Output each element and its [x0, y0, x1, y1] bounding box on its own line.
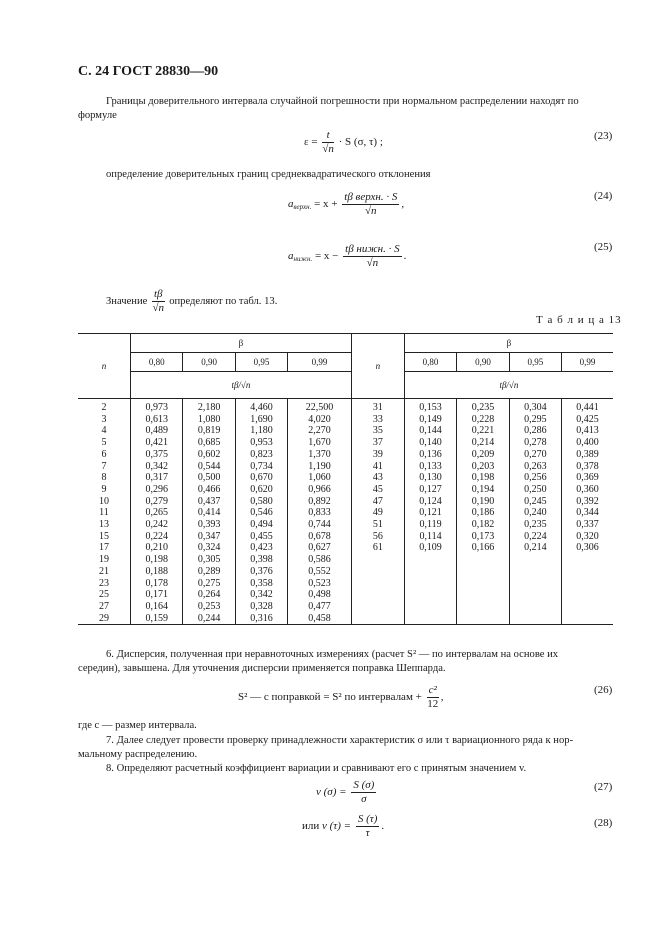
table-cell: 0,953: [235, 437, 287, 449]
table-cell: 0,320: [562, 531, 613, 543]
table-cell: 0,358: [235, 578, 287, 590]
table-cell: [562, 554, 613, 566]
table-row: [78, 589, 613, 601]
table-row: [78, 542, 613, 554]
fraction-numerator: tβ нижн. · S: [345, 243, 400, 255]
table-cell: 47: [351, 496, 404, 508]
table-cell: [562, 601, 613, 613]
column-header-beta: β: [404, 334, 613, 353]
table-cell: 22,500: [288, 399, 352, 414]
beta-value: 0,90: [183, 353, 235, 372]
table-cell: 6: [78, 449, 131, 461]
table-cell: 1,190: [288, 461, 352, 473]
eq-lhs: a: [288, 250, 294, 263]
table-cell: 23: [78, 578, 131, 590]
table-row: [78, 566, 613, 578]
table-cell: [562, 613, 613, 625]
table-cell: 0,392: [562, 496, 613, 508]
table-cell: 0,242: [131, 519, 183, 531]
table-cell: 0,210: [131, 542, 183, 554]
equation-24: [288, 191, 404, 218]
fraction-numerator: tβ: [153, 288, 163, 300]
table-cell: 0,127: [404, 484, 456, 496]
table-cell: 0,360: [562, 484, 613, 496]
table-cell: [404, 601, 456, 613]
equation-27: [316, 779, 378, 806]
fraction-numerator: S (σ): [353, 779, 375, 791]
table-cell: 1,690: [235, 414, 287, 426]
table-cell: 0,153: [404, 399, 456, 414]
equation-number: (23): [594, 130, 613, 142]
table-cell: 3: [78, 414, 131, 426]
table-cell: [509, 566, 561, 578]
table-cell: 0,342: [131, 461, 183, 473]
table-cell: 0,265: [131, 507, 183, 519]
table-cell: 0,253: [183, 601, 235, 613]
table-cell: 10: [78, 496, 131, 508]
table-cell: [562, 589, 613, 601]
beta-value: 0,90: [457, 353, 509, 372]
table-cell: 0,109: [404, 542, 456, 554]
fraction: [342, 191, 399, 218]
table-cell: 0,414: [183, 507, 235, 519]
table-cell: [457, 554, 509, 566]
table-cell: [351, 613, 404, 625]
column-header-beta: β: [131, 334, 352, 353]
paragraph-line: определение доверительных границ среднеквадратического отклонения: [106, 169, 431, 180]
table-cell: 43: [351, 472, 404, 484]
eq-left: S² — с поправкой = S² по интервалам +: [238, 691, 422, 704]
fraction: [152, 288, 165, 315]
table-row: [78, 613, 613, 625]
table-cell: 0,133: [404, 461, 456, 473]
table-cell: 0,328: [235, 601, 287, 613]
table-cell: [457, 613, 509, 625]
table-cell: 17: [78, 542, 131, 554]
eq-subscript: верхн.: [293, 203, 312, 212]
table-cell: 0,685: [183, 437, 235, 449]
table-cell: 0,140: [404, 437, 456, 449]
table-cell: 4,020: [288, 414, 352, 426]
table-cell: 1,180: [235, 425, 287, 437]
table-cell: 0,166: [457, 542, 509, 554]
table-cell: 0,279: [131, 496, 183, 508]
table-cell: 0,305: [183, 554, 235, 566]
table-cell: [562, 566, 613, 578]
eq-tail: ,: [440, 691, 444, 704]
table-row: [78, 472, 613, 484]
table-cell: 2,180: [183, 399, 235, 414]
paragraph-line: 6. Дисперсия, полученная при неравноточных измерениях (расчет S² — по интервалам на основе их: [106, 649, 559, 660]
table-cell: 0,194: [457, 484, 509, 496]
table-cell: 0,423: [235, 542, 287, 554]
page-header: С. 24 ГОСТ 28830—90: [78, 64, 219, 79]
paragraph-line: 7. Далее следует провести проверку принадлежности характеристик σ или τ вариационного ряда к нор-: [106, 735, 574, 746]
paragraph-line: мальному распределению.: [78, 749, 198, 760]
table-cell: 0,580: [235, 496, 287, 508]
table-cell: 0,500: [183, 472, 235, 484]
table-cell: 49: [351, 507, 404, 519]
table-cell: 4: [78, 425, 131, 437]
table-row: [78, 507, 613, 519]
paragraph-line: 8. Определяют расчетный коэффициент вариации и сравнивают его с принятым значением v.: [106, 763, 527, 774]
fraction-denominator: √n: [365, 205, 377, 217]
table-cell: 0,119: [404, 519, 456, 531]
table-cell: 0,744: [288, 519, 352, 531]
paragraph-line: середин), завышена. Для уточнения дисперсии применяется поправка Шеппарда.: [78, 663, 446, 674]
table-cell: [351, 566, 404, 578]
table-cell: [509, 554, 561, 566]
table-cell: 0,256: [509, 472, 561, 484]
beta-value: 0,99: [562, 353, 613, 372]
table-cell: 0,670: [235, 472, 287, 484]
equation-26: [238, 684, 444, 711]
text-prefix: Значение: [106, 295, 148, 307]
table-cell: 0,819: [183, 425, 235, 437]
table-cell: 0,164: [131, 601, 183, 613]
table-cell: [457, 566, 509, 578]
table-cell: 2,270: [288, 425, 352, 437]
table-cell: 0,124: [404, 496, 456, 508]
equation-23: [304, 129, 383, 156]
table-cell: 1,370: [288, 449, 352, 461]
table-row: [78, 531, 613, 543]
fraction-denominator: 12: [427, 698, 439, 710]
table-cell: 0,369: [562, 472, 613, 484]
equation-number: (24): [594, 190, 613, 202]
table-cell: 0,437: [183, 496, 235, 508]
table-cell: 0,398: [235, 554, 287, 566]
eq-lhs: v (τ) =: [322, 820, 352, 833]
table-cell: 0,620: [235, 484, 287, 496]
equation-number: (27): [594, 781, 613, 793]
table-cell: 0,455: [235, 531, 287, 543]
table-cell: 0,228: [457, 414, 509, 426]
table-cell: 51: [351, 519, 404, 531]
table-cell: 0,203: [457, 461, 509, 473]
fraction-denominator: √n: [152, 302, 165, 314]
table-cell: 0,182: [457, 519, 509, 531]
eq-subscript: нижн.: [293, 255, 313, 264]
table-cell: 0,171: [131, 589, 183, 601]
table-cell: 0,421: [131, 437, 183, 449]
table-cell: 0,295: [509, 414, 561, 426]
table-cell: 0,347: [183, 531, 235, 543]
table-cell: 0,136: [404, 449, 456, 461]
table-cell: 21: [78, 566, 131, 578]
table-row: [78, 554, 613, 566]
table-row: [78, 425, 613, 437]
table-cell: 0,221: [457, 425, 509, 437]
table-cell: 0,263: [509, 461, 561, 473]
fraction-numerator: c²: [428, 684, 437, 696]
table-cell: 0,173: [457, 531, 509, 543]
table-row: [78, 461, 613, 473]
table-cell: 0,324: [183, 542, 235, 554]
table-cell: 0,224: [131, 531, 183, 543]
table-cell: 0,144: [404, 425, 456, 437]
table-cell: 0,214: [457, 437, 509, 449]
table-cell: 0,544: [183, 461, 235, 473]
table-cell: [404, 589, 456, 601]
table-row: [78, 496, 613, 508]
table-cell: 0,159: [131, 613, 183, 625]
table-cell: [404, 613, 456, 625]
table-cell: 0,833: [288, 507, 352, 519]
table-cell: 2: [78, 399, 131, 414]
table-cell: 0,413: [562, 425, 613, 437]
table-cell: 0,375: [131, 449, 183, 461]
table-cell: 0,121: [404, 507, 456, 519]
eq-prefix: или: [302, 820, 320, 833]
table-cell: 4,460: [235, 399, 287, 414]
table-cell: 0,306: [562, 542, 613, 554]
eq-operator: = x −: [314, 250, 339, 263]
table-cell: 1,060: [288, 472, 352, 484]
table-row: [78, 437, 613, 449]
table-cell: 0,389: [562, 449, 613, 461]
table-cell: 15: [78, 531, 131, 543]
table-cell: 13: [78, 519, 131, 531]
text-suffix: определяют по табл. 13.: [169, 295, 278, 307]
fraction-denominator: τ: [365, 827, 370, 839]
equation-number: (26): [594, 684, 613, 696]
table-cell: 56: [351, 531, 404, 543]
table-cell: 39: [351, 449, 404, 461]
table-cell: 0,586: [288, 554, 352, 566]
table-cell: 0,130: [404, 472, 456, 484]
table-row: [78, 449, 613, 461]
fraction-denominator: σ: [361, 793, 367, 805]
table-cell: 0,489: [131, 425, 183, 437]
fraction-denominator: √n: [366, 257, 379, 269]
fraction: [322, 129, 334, 156]
table-cell: 0,275: [183, 578, 235, 590]
table-cell: [351, 554, 404, 566]
table-cell: 0,466: [183, 484, 235, 496]
table-cell: 9: [78, 484, 131, 496]
table-cell: 0,235: [457, 399, 509, 414]
table-cell: 0,523: [288, 578, 352, 590]
table-cell: 0,235: [509, 519, 561, 531]
table-cell: 0,240: [509, 507, 561, 519]
fraction: [427, 684, 439, 711]
table-cell: 0,378: [562, 461, 613, 473]
table-cell: 0,245: [509, 496, 561, 508]
fraction-denominator: √n: [322, 143, 334, 155]
table-row: [78, 519, 613, 531]
table-cell: 27: [78, 601, 131, 613]
table-cell: [457, 601, 509, 613]
table-cell: 0,376: [235, 566, 287, 578]
table-cell: 1,080: [183, 414, 235, 426]
fraction: [356, 813, 380, 840]
table-row: [78, 399, 613, 414]
table-cell: 0,296: [131, 484, 183, 496]
table-cell: 0,264: [183, 589, 235, 601]
beta-value: 0,80: [131, 353, 183, 372]
table-cell: 0,186: [457, 507, 509, 519]
table-cell: 0,278: [509, 437, 561, 449]
equation-number: (28): [594, 817, 613, 829]
table-cell: 29: [78, 613, 131, 625]
table-cell: 0,973: [131, 399, 183, 414]
eq-operator: = x +: [314, 198, 338, 211]
table-cell: 0,678: [288, 531, 352, 543]
table-cell: 19: [78, 554, 131, 566]
table-row: [78, 414, 613, 426]
table-title: Т а б л и ц а 13: [536, 314, 622, 326]
table-cell: 0,458: [288, 613, 352, 625]
table-cell: 45: [351, 484, 404, 496]
beta-value: 0,80: [404, 353, 456, 372]
table-cell: 0,224: [509, 531, 561, 543]
equation-25: [288, 243, 406, 270]
table-cell: [509, 613, 561, 625]
table-cell: 0,477: [288, 601, 352, 613]
eq-tail: .: [381, 820, 385, 833]
subheader-ratio: tβ/√n: [404, 372, 613, 399]
table-cell: 0,250: [509, 484, 561, 496]
subheader-ratio: tβ/√n: [131, 372, 352, 399]
table-cell: 0,494: [235, 519, 287, 531]
table-cell: 33: [351, 414, 404, 426]
table-cell: [351, 578, 404, 590]
table-cell: 0,344: [562, 507, 613, 519]
fraction: [351, 779, 376, 806]
table-cell: 0,214: [509, 542, 561, 554]
table-row: [78, 484, 613, 496]
paragraph-line: формуле: [78, 110, 117, 121]
table-cell: [404, 566, 456, 578]
equation-28: [302, 813, 384, 840]
table-cell: 0,178: [131, 578, 183, 590]
table-cell: [457, 578, 509, 590]
table-cell: 0,441: [562, 399, 613, 414]
table-cell: [351, 589, 404, 601]
paragraph-line: Границы доверительного интервала случайной погрешности при нормальном распределении находят по: [106, 96, 579, 107]
table-cell: 0,270: [509, 449, 561, 461]
column-header-n: n: [78, 334, 131, 399]
table-cell: 0,209: [457, 449, 509, 461]
table-cell: 0,114: [404, 531, 456, 543]
table-row: [78, 601, 613, 613]
eq-lhs: a: [288, 198, 294, 211]
table-cell: 8: [78, 472, 131, 484]
table-cell: [404, 554, 456, 566]
table-cell: 0,892: [288, 496, 352, 508]
table-cell: 31: [351, 399, 404, 414]
fraction-numerator: tβ верхн. · S: [344, 191, 398, 203]
table-cell: 7: [78, 461, 131, 473]
column-header-n: n: [351, 334, 404, 399]
table-cell: 0,627: [288, 542, 352, 554]
table-cell: 0,393: [183, 519, 235, 531]
table-cell: 25: [78, 589, 131, 601]
table-cell: 0,498: [288, 589, 352, 601]
table-cell: 5: [78, 437, 131, 449]
table-cell: [351, 601, 404, 613]
table-cell: [509, 578, 561, 590]
table-cell: 0,316: [235, 613, 287, 625]
fraction-numerator: S (τ): [357, 813, 378, 825]
beta-value: 0,99: [288, 353, 352, 372]
table-cell: 0,734: [235, 461, 287, 473]
table-cell: [562, 578, 613, 590]
table-cell: [404, 578, 456, 590]
table-cell: 0,190: [457, 496, 509, 508]
table-cell: 61: [351, 542, 404, 554]
eq-tail: .: [403, 250, 407, 263]
table-cell: 0,337: [562, 519, 613, 531]
table-cell: 0,286: [509, 425, 561, 437]
table-cell: 0,244: [183, 613, 235, 625]
table-cell: 0,149: [404, 414, 456, 426]
equation-number: (25): [594, 241, 613, 253]
table-body: [78, 399, 613, 625]
table-cell: 0,317: [131, 472, 183, 484]
beta-value: 0,95: [235, 353, 287, 372]
beta-value: 0,95: [509, 353, 561, 372]
table-cell: 0,198: [457, 472, 509, 484]
table-cell: 37: [351, 437, 404, 449]
eq-rhs: · S (σ, τ) ;: [338, 136, 383, 149]
table-cell: 41: [351, 461, 404, 473]
table-cell: 0,198: [131, 554, 183, 566]
eq-lhs: v (σ) =: [316, 786, 347, 799]
table-cell: 0,289: [183, 566, 235, 578]
table-cell: 0,823: [235, 449, 287, 461]
table-cell: [457, 589, 509, 601]
eq-lhs: ε =: [304, 136, 318, 149]
paragraph-line: где c — размер интервала.: [78, 720, 197, 731]
table-cell: 0,400: [562, 437, 613, 449]
table-cell: [509, 589, 561, 601]
table-cell: 0,602: [183, 449, 235, 461]
table-cell: 0,966: [288, 484, 352, 496]
table-13: [78, 333, 613, 625]
table-cell: 0,342: [235, 589, 287, 601]
table-cell: 0,304: [509, 399, 561, 414]
fraction: [343, 243, 401, 270]
paragraph-value: [106, 288, 277, 315]
eq-tail: ,: [401, 198, 405, 211]
table-cell: 0,552: [288, 566, 352, 578]
table-cell: [509, 601, 561, 613]
table-cell: 35: [351, 425, 404, 437]
table-cell: 0,613: [131, 414, 183, 426]
table-cell: 11: [78, 507, 131, 519]
table-row: [78, 578, 613, 590]
fraction-numerator: t: [322, 129, 334, 143]
table-cell: 0,188: [131, 566, 183, 578]
table-cell: 1,670: [288, 437, 352, 449]
table-cell: 0,546: [235, 507, 287, 519]
table-cell: 0,425: [562, 414, 613, 426]
